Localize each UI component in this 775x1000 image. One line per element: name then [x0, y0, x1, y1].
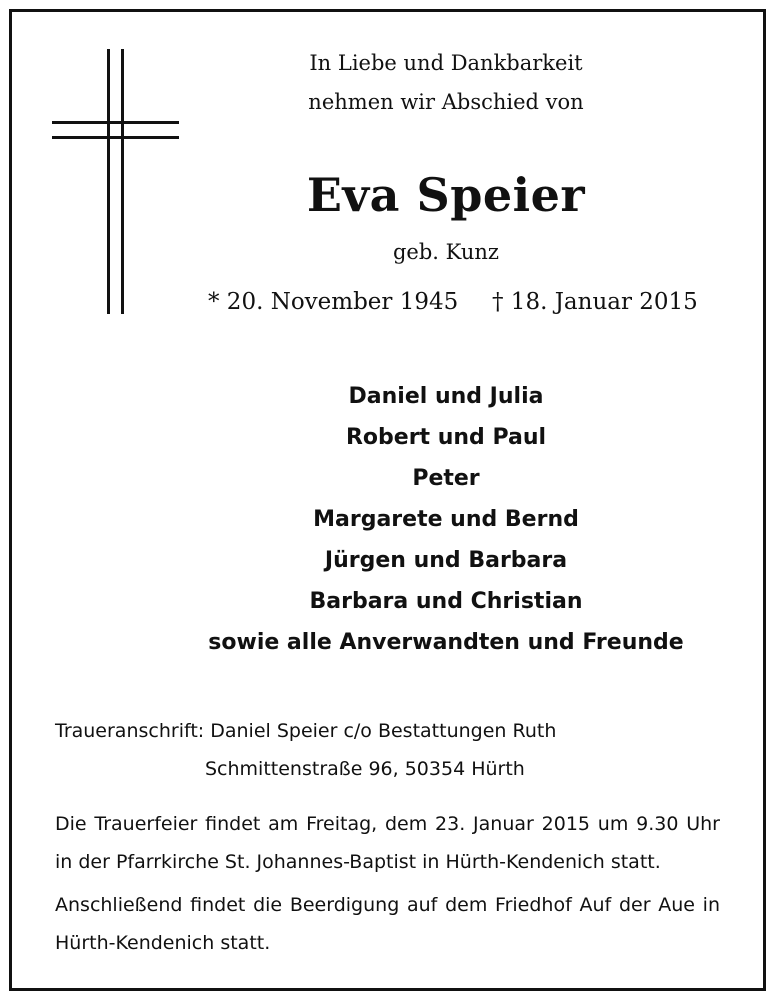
- intro-line-2: nehmen wir Abschied von: [308, 90, 584, 114]
- death-date: † 18. Januar 2015: [492, 289, 698, 315]
- mourner: Margarete und Bernd: [313, 507, 579, 532]
- mourner: Daniel und Julia: [348, 384, 544, 409]
- burial-text: Anschließend findet die Beerdigung auf dem Friedhof Auf der Aue in Hürth-Kendenich statt.: [55, 894, 720, 954]
- mourner: Jürgen und Barbara: [324, 548, 568, 573]
- birth-date: * 20. November 1945: [208, 289, 459, 315]
- cross-icon: [52, 49, 179, 314]
- mourner: Robert und Paul: [345, 425, 547, 450]
- mourner: Barbara und Christian: [309, 589, 583, 614]
- deceased-name: Eva Speier: [306, 168, 586, 222]
- mourners-list: [150, 376, 742, 663]
- intro-line-1: In Liebe und Dankbarkeit: [309, 51, 583, 75]
- funeral-service-text: Die Trauerfeier findet am Freitag, dem 23. Januar 2015 um 9.30 Uhr in der Pfarrkirche St. Johannes-Baptist in Hürth-Kendenich statt.: [55, 813, 720, 873]
- mourner: Peter: [412, 466, 480, 491]
- address-line-1: Traueranschrift: Daniel Speier c/o Bestattungen Ruth: [55, 720, 557, 742]
- address-line-2: Schmittenstraße 96, 50354 Hürth: [205, 758, 525, 780]
- mourner: sowie alle Anverwandten und Freunde: [208, 630, 684, 655]
- birth-name: geb. Kunz: [392, 240, 499, 264]
